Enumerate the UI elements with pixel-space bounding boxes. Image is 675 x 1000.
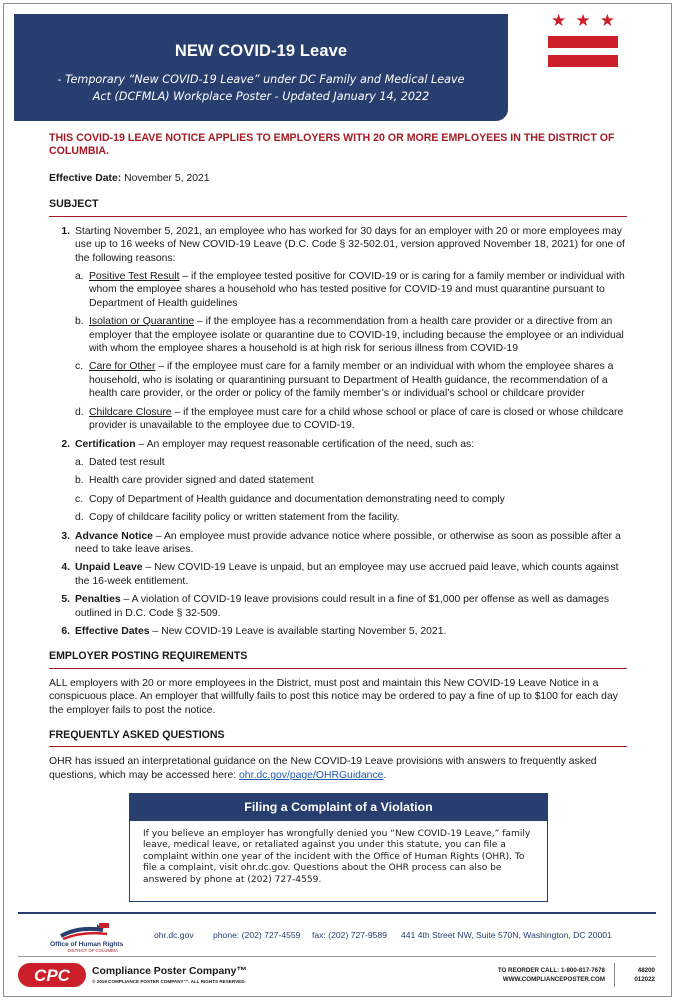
- ohr-district: DISTRICT OF COLUMBIA: [67, 948, 118, 953]
- ohr-logo-icon: [59, 922, 111, 940]
- sub-item-text: Copy of Department of Health guidance and documentation demonstrating need to comply: [89, 493, 505, 505]
- cpc-company-name: Compliance Poster Company™: [92, 966, 247, 977]
- subject-sub-item: [75, 406, 627, 433]
- sub-item-text: Health care provider signed and dated statement: [89, 475, 314, 487]
- complaint-text: If you believe an employer has wrongfully denied you “New COVID-19 Leave,” family leave, medical leave, or retaliated against you under this statute, you can file a complaint within one year of the incident with the Office of Human Rights (OHR). To file a complaint, visit ohr.dc.gov. Questions about the OHR process can also be answered by phone at (202) 727-4559.: [143, 829, 531, 885]
- sub-item-term: Isolation or Quarantine: [89, 316, 195, 328]
- ohr-fax: fax: (202) 727-9589: [312, 930, 388, 940]
- subject-item-text: – An employer may request reasonable certification of the need, such as:: [135, 438, 475, 450]
- ohr-website[interactable]: ohr.dc.gov: [154, 930, 194, 940]
- footer-divider: [18, 912, 656, 914]
- sub-item-text: Dated test result: [89, 456, 165, 468]
- ohr-address: 441 4th Street NW, Suite 570N, Washington, DC 20001: [401, 930, 612, 940]
- sub-item-text: – if the employee must care for a family member or an individual with whom the employee shares a household, who is isolating or quarantining pursuant to Department of Health guidance, the recommendation of a health care provider, or the order or policy of the family member’s or individual’s school or childcare provider: [89, 361, 614, 400]
- complaint-title: Filing a Complaint of a Violation: [130, 794, 547, 821]
- subject-item-body: [75, 530, 627, 557]
- sub-item-letter: c.: [75, 493, 84, 505]
- subject-item-text: – An employee must provide advance notice where possible, or otherwise as soon as possible after a need to take leave arises.: [75, 530, 621, 555]
- sub-item-letter: d.: [75, 512, 84, 524]
- poster-header: [14, 14, 508, 121]
- subject-item-lead: Penalties: [75, 594, 121, 606]
- subject-item-number: 2.: [61, 438, 70, 450]
- subject-item-lead: Unpaid Leave: [75, 562, 143, 574]
- sub-item-text: – if the employee must care for a child whose school or place of care is closed or whose childcare provider is unavailable to the employee due to COVID-19.: [89, 406, 624, 432]
- subject-item: [49, 530, 627, 557]
- sub-item-letter: b.: [75, 475, 84, 487]
- reorder-info: [498, 967, 605, 984]
- sub-item-text: – if the employee tested positive for COVID-19 or is caring for a family member or individual with whom the employee shares a household who has tested positive for COVID-19 and must quarantine pursuant to Department of Health guidelines: [89, 271, 625, 309]
- posting-text: ALL employers with 20 or more employees in the District, must post and maintain this New COVID-19 Leave Notice in a conspicuous place. An employer that willfully fails to post this notice may be ordered to pay a fine of up to $100 for each day the employer fails to post the notice.: [49, 677, 618, 716]
- subject-sub-item: [75, 493, 627, 506]
- subject-item-body: [75, 561, 627, 588]
- sub-item-term: Care for Other: [89, 361, 156, 373]
- subject-item: [49, 625, 627, 638]
- faq-text: OHR has issued an interpretational guidance on the New COVID-19 Leave provisions with answers to frequently asked questions, which may be accessed here: ohr.dc.gov/page/OHRGuidance.: [49, 756, 597, 781]
- sub-item-letter: a.: [75, 271, 84, 283]
- ohr-name: Office of Human Rights: [50, 941, 124, 948]
- cpc-copyright: © 2019 COMPLIANCE POSTER COMPANY™. ALL RIGHTS RESERVED.: [92, 979, 246, 984]
- subject-sub-item: [75, 474, 627, 487]
- sub-item-term: Positive Test Result: [89, 271, 180, 283]
- subject-item-text: – New COVID-19 Leave is available starting November 5, 2021.: [149, 625, 447, 637]
- subject-item-number: 4.: [61, 562, 70, 574]
- poster-code: 48200 012022: [634, 967, 655, 983]
- subject-item-body: [75, 625, 627, 638]
- subject-sub-item: [75, 511, 627, 524]
- poster-content: [49, 132, 627, 782]
- subject-item-lead: Certification: [75, 438, 136, 450]
- poster-title: NEW COVID-19 Leave: [174, 42, 348, 60]
- subject-list: [49, 225, 627, 639]
- section-faq-title: FREQUENTLY ASKED QUESTIONS: [49, 729, 627, 747]
- subject-item-number: 6.: [61, 625, 70, 637]
- sub-item-letter: d.: [75, 406, 84, 418]
- section-subject-title: SUBJECT: [49, 198, 627, 216]
- reorder-call: TO REORDER CALL: 1-800-817-7678: [497, 967, 605, 974]
- guidance-link[interactable]: ohr.dc.gov/page/OHRGuidance: [239, 769, 384, 781]
- subject-sub-item: [75, 360, 627, 400]
- subject-item-text: Starting November 5, 2021, an employee who has worked for 30 days for an employer with 20 or more employees may use up to 16 weeks of New COVID-19 Leave (D.C. Code § 32-502.01, version approved November 18, 2021) for one of the following reasons:: [75, 225, 625, 264]
- svg-text:CPC: CPC: [34, 966, 70, 985]
- subject-item-body: [75, 593, 627, 620]
- sub-item-letter: c.: [75, 361, 84, 373]
- sub-item-text: Copy of childcare facility policy or written statement from the facility.: [89, 512, 400, 524]
- subject-item-body: [75, 438, 627, 525]
- footer-divider-2: [18, 956, 656, 957]
- dc-flag-icon: ★ ★ ★: [548, 12, 618, 74]
- subject-item: [49, 561, 627, 588]
- section-posting-title: EMPLOYER POSTING REQUIREMENTS: [49, 650, 627, 668]
- cpc-logo-icon: [18, 963, 86, 987]
- ohr-phone: phone: (202) 727-4559: [213, 930, 301, 940]
- subject-sub-item: [75, 315, 627, 355]
- subject-item-number: 3.: [61, 530, 70, 542]
- subject-item: [49, 438, 627, 525]
- subject-item-number: 1.: [61, 225, 70, 237]
- subject-item-body: [75, 225, 627, 433]
- subject-item-lead: Effective Dates: [75, 625, 150, 637]
- applicability-notice: THIS COVID-19 LEAVE NOTICE APPLIES TO EMPLOYERS WITH 20 OR MORE EMPLOYEES IN THE DISTRICT OF COLUMBIA.: [49, 132, 615, 157]
- poster-subtitle: - Temporary “New COVID-19 Leave” under DC Family and Medical Leave Act (DCFMLA) Workplace Poster - Updated January 14, 2022: [57, 73, 465, 103]
- subject-item: [49, 593, 627, 620]
- sub-item-letter: a.: [75, 456, 84, 468]
- reorder-web[interactable]: WWW.COMPLIANCEPOSTER.COM: [502, 975, 605, 983]
- sub-item-text: – if the employee has a recommendation from a health care provider or a directive from an employer that the employee isolate or quarantine due to COVID-19, including because the employee or an individual with whom the employee shares a household is at high risk for serious illness from COVID-19: [89, 316, 624, 355]
- sub-item-term: Childcare Closure: [89, 406, 172, 418]
- footer-separator: [614, 963, 615, 987]
- complaint-box: [129, 793, 548, 902]
- subject-item-text: – A violation of COVID-19 leave provisions could result in a fine of $1,000 per offense as well as damages outlined in D.C. Code § 32-509.: [75, 594, 610, 619]
- effective-date: Effective Date: November 5, 2021: [49, 173, 210, 184]
- subject-sub-item: [75, 270, 627, 310]
- subject-item-lead: Advance Notice: [75, 530, 153, 542]
- ohr-logo: [50, 922, 124, 953]
- subject-sub-item: [75, 456, 627, 469]
- subject-item: [49, 225, 627, 433]
- subject-item-text: – New COVID-19 Leave is unpaid, but an employee may use accrued paid leave, which counts against the 16-week entitlement.: [75, 562, 619, 587]
- sub-item-letter: b.: [75, 316, 84, 328]
- subject-item-number: 5.: [61, 594, 70, 606]
